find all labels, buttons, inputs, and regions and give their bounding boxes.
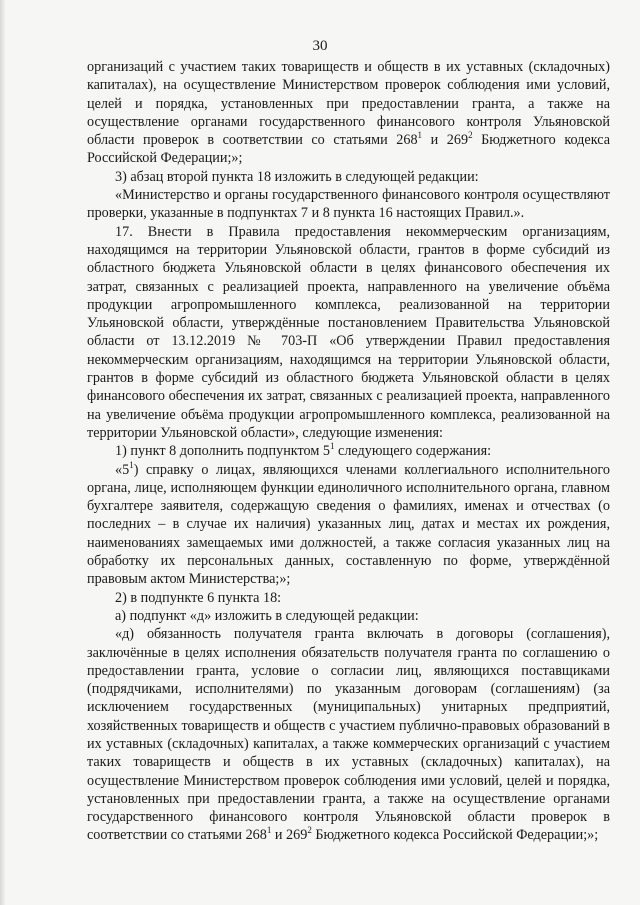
superscript: 1 xyxy=(266,825,272,836)
paragraph-p1 xyxy=(87,58,610,168)
text-run: Бюджетного кодекса Российской Федерации;»; xyxy=(87,132,611,167)
superscript: 2 xyxy=(307,825,312,836)
text-run: Бюджетного кодекса Российской Федерации;»; xyxy=(311,827,599,844)
text-run: 1) пункт 8 дополнить подпунктом 5 xyxy=(115,443,330,460)
paragraph-p9 xyxy=(87,625,610,845)
text-run: 17. Внести в Правила предоставления некоммерческим организациям, находящимся на территории Ульяновской области, грантов в форме субсидий из областного бюджета Ульяновской области в целях финансового обеспечения их затрат, связанных с реализацией проекта, направленного на увеличение объёма продукции агропромышленного комплекса, реализованной на территории Ульяновской области, утверждённые постановлением Правительства Ульяновской области от 13.12.2019 № 703-П «Об утверждении Правил предоставления некоммерческим организациям, находящимся на территории Ульяновской области, грантов в форме субсидий из областного бюджета Ульяновской области в целях финансового обеспечения их затрат, связанных с реализацией проекта, направленного на увеличение объёма продукции агропромышленного комплекса, реализованной на территории Ульяновской области», следующие изменения: xyxy=(87,223,610,441)
text-run: 2) в подпункте 6 пункта 18: xyxy=(115,589,282,606)
paragraph-p2 xyxy=(87,168,610,186)
text-run: и 269 xyxy=(271,827,308,844)
paragraph-p5 xyxy=(87,442,610,460)
text-run: ) справку о лицах, являющихся членами коллегиального исполнительного органа, лице, исполняющем функции единоличного исполнительного органа, главном бухгалтере заявителя, содержащую сведения о фамилиях, именах и отчествах (о последних – в случае их наличия) указанных лиц, датах и местах их рождения, наименованиях замещаемых ими должностей, а также согласия указанных лиц на обработку их персональных данных, составленную по форме, утверждённой правовым актом Министерства;»; xyxy=(87,461,610,588)
text-run: организаций с участием таких товариществ и обществ в их уставных (складочных) капиталах), на осуществление Министерством проверок соблюдения ими условий, целей и порядка, установленных при предоставлении гранта, а также на осуществление органами государственного финансового контроля Ульяновской области проверок в соответствии со статьями 268 xyxy=(87,59,610,149)
superscript: 1 xyxy=(129,459,134,470)
superscript: 1 xyxy=(329,441,335,452)
document-body xyxy=(87,58,610,845)
scan-edge-shadow xyxy=(0,0,6,905)
page-number: 30 xyxy=(312,38,328,54)
text-run: следующего содержания: xyxy=(334,443,492,460)
paragraph-p6 xyxy=(87,461,610,589)
text-run: «д) обязанность получателя гранта включать в договоры (соглашения), заключённые в целях исполнения обязательств получателя гранта по соглашению о предоставлении гранта, условие о согласии лиц, являющихся поставщиками (подрядчиками, исполнителями) по указанным договорам (соглашениям) (за исключением государственных (муниципальных) унитарных предприятий, хозяйственных товариществ и обществ с участием публично-правовых образований в их уставных (складочных) капиталах, а также коммерческих организаций с участием таких товариществ и обществ в их уставных (складочных) капиталах), на осуществление Министерством проверок соблюдения ими условий, целей и порядка, установленных при предоставлении гранта, а также на осуществление органами государственного финансового контроля Ульяновской области проверок в соответствии со статьями 268 xyxy=(87,626,610,844)
superscript: 1 xyxy=(417,130,423,141)
text-run: а) подпункт «д» изложить в следующей редакции: xyxy=(115,607,419,624)
paragraph-p7 xyxy=(87,589,610,607)
superscript: 2 xyxy=(468,130,473,141)
paragraph-p8 xyxy=(87,607,610,625)
text-run: «5 xyxy=(115,461,130,478)
text-run: и 269 xyxy=(422,132,469,149)
paragraph-p4 xyxy=(87,223,610,443)
paragraph-p3 xyxy=(87,186,610,223)
text-run: 3) абзац второй пункта 18 изложить в следующей редакции: xyxy=(115,168,479,185)
text-run: «Министерство и органы государственного финансового контроля осуществляют проверки, указанные в подпунктах 7 и 8 пункта 16 настоящих Правил.». xyxy=(87,187,610,222)
